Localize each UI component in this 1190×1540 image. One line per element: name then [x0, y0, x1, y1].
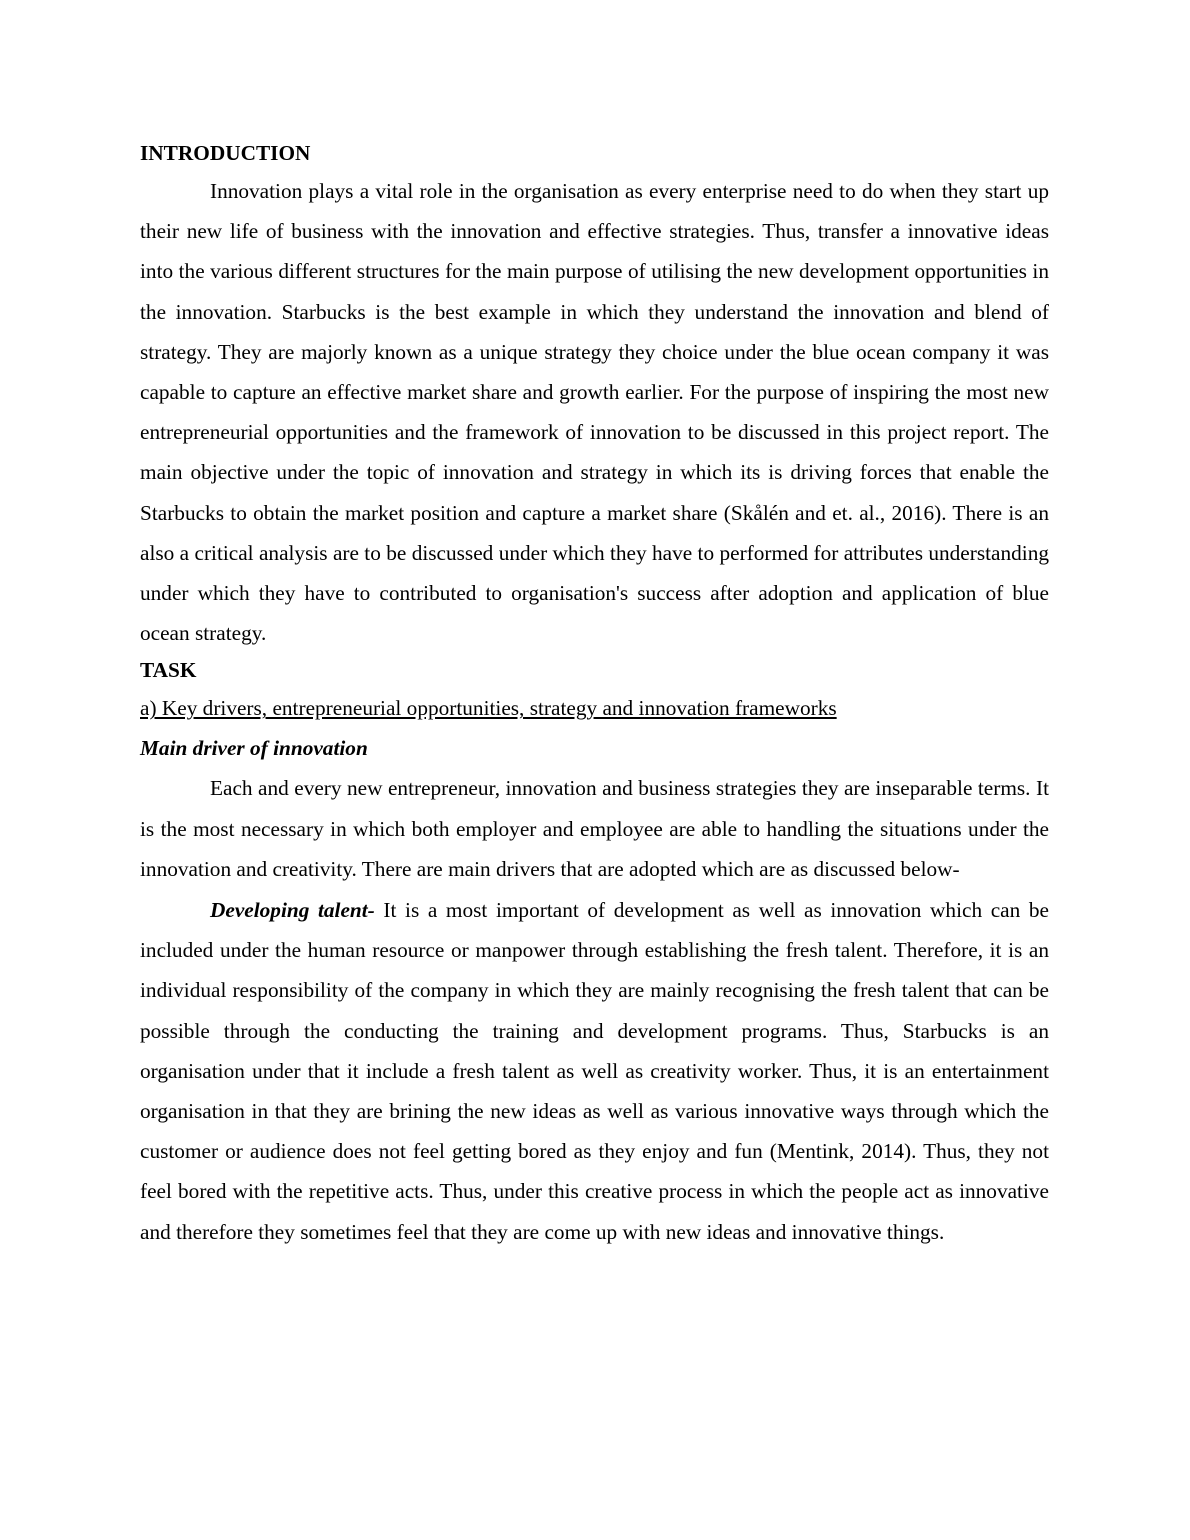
- introduction-paragraph: Innovation plays a vital role in the organisation as every enterprise need to do when they start up their new life of business with the innovation and effective strategies. Thus, transfer a innovative ideas into the various different structures for the main purpose of utilising the new development opportunities in the innovation. Starbucks is the best example in which they understand the innovation and blend of strategy. They are majorly known as a unique strategy they choice under the blue ocean company it was capable to capture an effective market share and growth earlier. For the purpose of inspiring the most new entrepreneurial opportunities and the framework of innovation to be discussed in this project report. The main objective under the topic of innovation and strategy in which its is driving forces that enable the Starbucks to obtain the market position and capture a market share (Skålén and et. al., 2016). There is an also a critical analysis are to be discussed under which they have to performed for attributes understanding under which they have to contributed to organisation's success after adoption and application of blue ocean strategy.: [140, 179, 1049, 646]
- section-title: Main driver of innovation: [140, 736, 368, 761]
- developing-talent-text: It is a most important of development as well as innovation which can be included under the human resource or manpower through establishing the fresh talent. Therefore, it is an individual responsibility of the company in which they are mainly recognising the fresh talent that can be possible through the conducting the training and development programs. Thus, Starbucks is an organisation under that it include a fresh talent as well as creativity worker. Thus, it is an entertainment organisation in that they are brining the new ideas as well as various innovative ways through which the customer or audience does not feel getting bored as they enjoy and fun (Mentink, 2014). Thus, they not feel bored with the repetitive acts. Thus, under this creative process in which the people act as innovative and therefore they sometimes feel that they are come up with new ideas and innovative things.: [140, 898, 1049, 1244]
- drivers-paragraph: Each and every new entrepreneur, innovation and business strategies they are inseparable terms. It is the most necessary in which both employer and employee are able to handling the situations under the innovation and creativity. There are main drivers that are adopted which are as discussed below-: [140, 776, 1049, 881]
- developing-talent-lead: Developing talent-: [210, 898, 375, 923]
- introduction-heading: INTRODUCTION: [140, 141, 311, 165]
- developing-talent-paragraph: [140, 890, 1049, 1252]
- document-page: [140, 136, 1049, 1252]
- task-subheading: a) Key drivers, entrepreneurial opportunities, strategy and innovation frameworks: [140, 696, 837, 721]
- task-heading: TASK: [140, 658, 197, 683]
